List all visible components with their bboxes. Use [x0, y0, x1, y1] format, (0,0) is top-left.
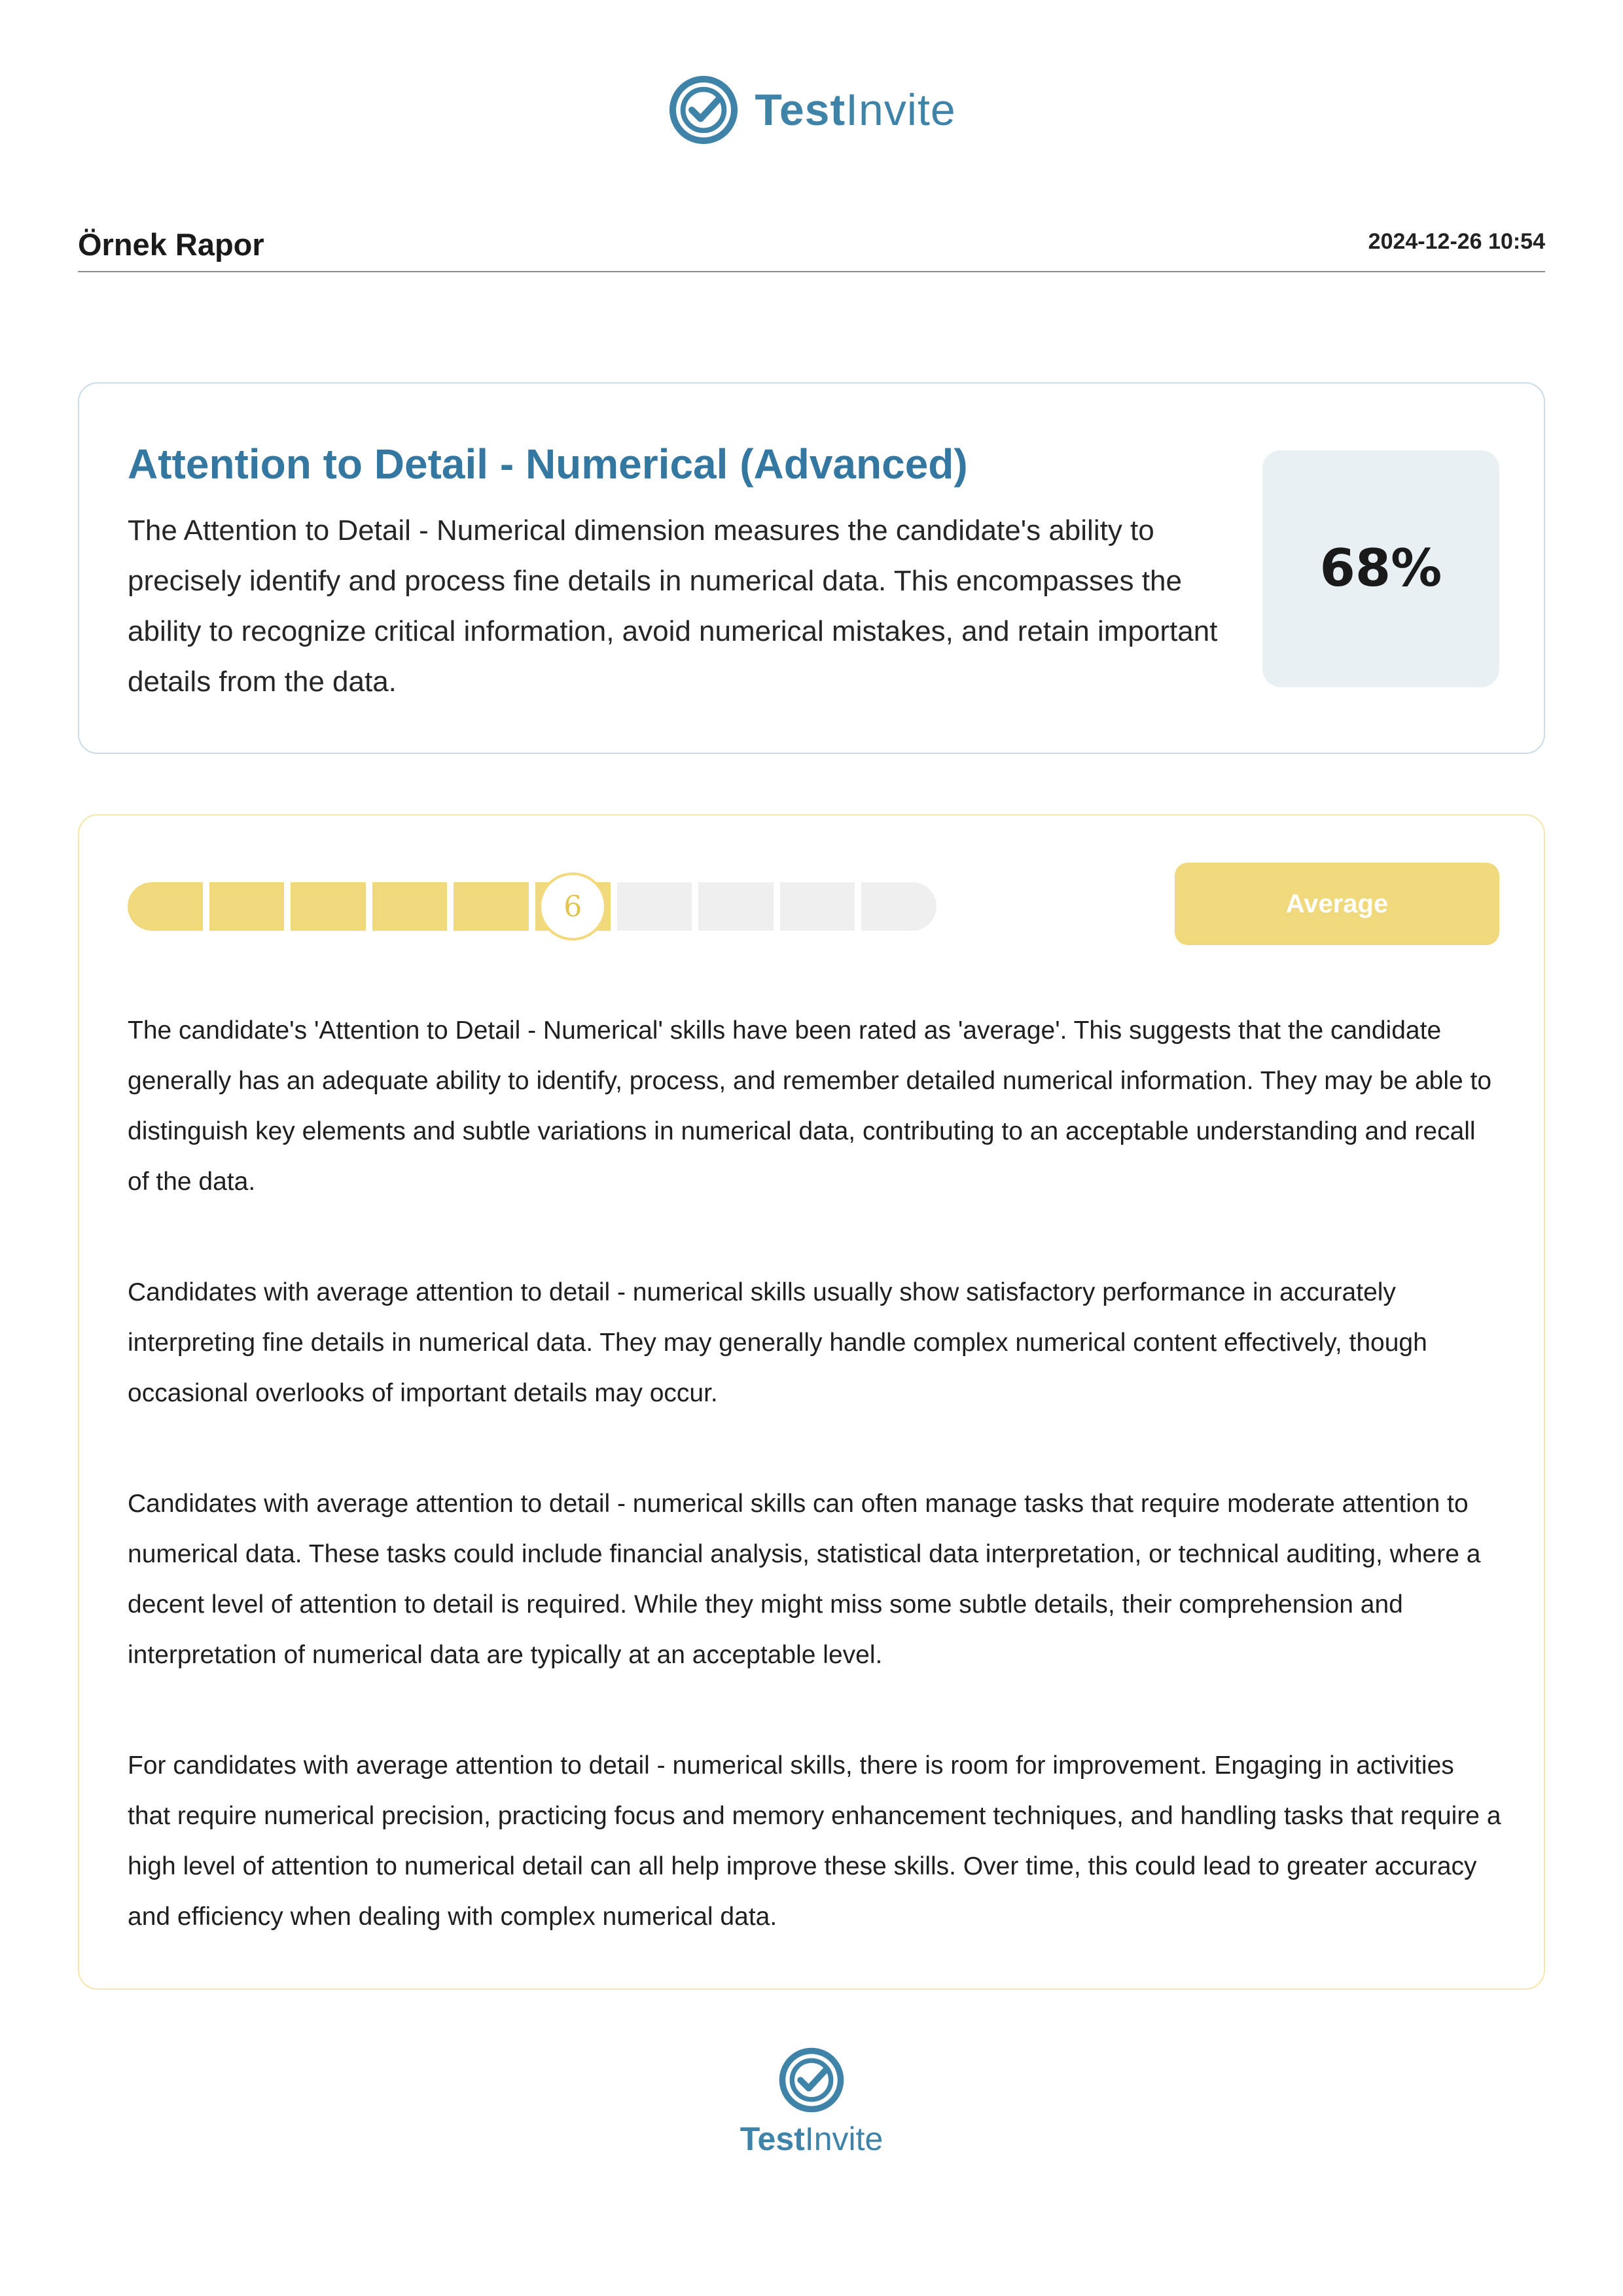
report-date: 2024-12-26 10:54	[1368, 229, 1545, 254]
brand-footer	[0, 2045, 1623, 2158]
level-paragraphs	[128, 1005, 1502, 2002]
level-marker: 6	[539, 872, 607, 941]
paragraph: The candidate's 'Attention to Detail - Numerical' skills have been rated as 'average'. This suggests that the candidate generally has an adequate ability to identify, process, and remember detailed numerical information. They may be able to distinguish key elements and subtle variations in numerical data, contributing to an acceptable understanding and recall of the data.	[128, 1016, 1492, 1196]
report-title: Örnek Rapor	[78, 227, 264, 262]
paragraph: Candidates with average attention to detail - numerical skills can often manage tasks that require moderate attention to numerical data. These tasks could include financial analysis, statistical data interpretation, or technical auditing, where a decent level of attention to detail is required. While they might miss some subtle details, their comprehension and interpretation of numerical data are typically at an acceptable level.	[128, 1490, 1481, 1669]
brand-wordmark: TestInvite	[740, 2121, 883, 2157]
dimension-card	[78, 382, 1545, 754]
dimension-description: The Attention to Detail - Numerical dimension measures the candidate's ability to precisely identify and process fine details in numerical data. This encompasses the ability to recognize critical information, avoid numerical mistakes, and retain important details from the data.	[128, 514, 1218, 698]
level-segment	[128, 882, 203, 931]
level-segment	[861, 882, 936, 931]
level-card	[78, 814, 1545, 1990]
check-badge-icon	[667, 73, 740, 147]
brand-wordmark: TestInvite	[755, 85, 956, 135]
level-label-badge: Average	[1175, 863, 1499, 945]
level-segment	[209, 882, 285, 931]
report-header	[78, 221, 1545, 272]
score-badge: 68%	[1262, 450, 1499, 687]
level-segment	[780, 882, 855, 931]
brand-header	[0, 73, 1623, 147]
paragraph: Candidates with average attention to detail - numerical skills usually show satisfactory performance in accurately interpreting fine details in numerical data. They may generally handle complex numerical content effectively, though occasional overlooks of important details may occur.	[128, 1278, 1427, 1407]
level-segment	[372, 882, 448, 931]
level-segment	[454, 882, 529, 931]
level-segment	[617, 882, 692, 931]
check-badge-icon	[777, 2045, 846, 2115]
level-bar	[128, 882, 936, 931]
level-segment	[291, 882, 366, 931]
dimension-title: Attention to Detail - Numerical (Advanced)	[128, 440, 968, 488]
level-segment	[698, 882, 774, 931]
paragraph: For candidates with average attention to detail - numerical skills, there is room for improvement. Engaging in activities that require numerical precision, practicing focus and memory enhancement techniques, and handling tasks that require a high level of attention to numerical detail can all help improve these skills. Over time, this could lead to greater accuracy and efficiency when dealing with complex numerical data.	[128, 1751, 1501, 1931]
